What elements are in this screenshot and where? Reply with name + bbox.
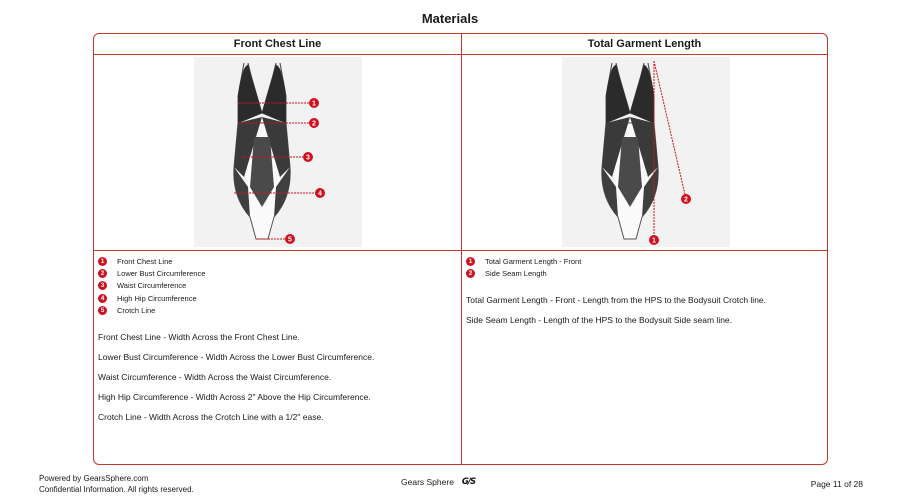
front-sketch-area <box>94 55 461 251</box>
marker-badge: 1 <box>466 257 475 266</box>
legend-item <box>98 255 461 267</box>
svg-text:5: 5 <box>288 236 292 244</box>
legend-front <box>94 251 461 316</box>
descriptions-front <box>94 327 461 427</box>
column-heading-total-garment-length: Total Garment Length <box>462 34 827 55</box>
description-line: Crotch Line - Width Across the Crotch Line with a 1/2" ease. <box>98 412 324 423</box>
legend-item <box>98 267 461 279</box>
page-number: Page 11 of 28 <box>810 479 863 489</box>
description-line: Total Garment Length - Front - Length from the HPS to the Bodysuit Crotch line. <box>466 294 767 305</box>
column-heading-front-chest-line: Front Chest Line <box>94 34 461 55</box>
materials-table <box>93 33 828 465</box>
description-line: Waist Circumference - Width Across the Waist Circumference. <box>98 372 332 383</box>
gears-sphere-logo: G/S <box>461 477 476 487</box>
legend-label: Front Chest Line <box>117 256 173 266</box>
marker-badge: 5 <box>98 306 107 315</box>
description-line: High Hip Circumference - Width Across 2" Above the Hip Circumference. <box>98 392 371 403</box>
description-line: Side Seam Length - Length of the HPS to the Bodysuit Side seam line. <box>466 314 733 325</box>
total-garment-length-column <box>462 34 827 464</box>
svg-text:3: 3 <box>306 154 310 162</box>
page-title: Materials <box>421 11 479 26</box>
footer-left <box>39 474 194 495</box>
legend-item <box>466 267 827 279</box>
legend-label: High Hip Circumference <box>117 293 197 303</box>
svg-text:4: 4 <box>318 190 322 198</box>
marker-badge: 4 <box>98 294 107 303</box>
descriptions-length <box>462 290 827 330</box>
description-line: Lower Bust Circumference - Width Across the Lower Bust Circumference. <box>98 352 375 363</box>
legend-item <box>98 280 461 292</box>
legend-item <box>98 292 461 304</box>
svg-text:1: 1 <box>652 237 656 245</box>
legend-label: Waist Circumference <box>117 281 187 291</box>
bodysuit-length-sketch <box>562 57 730 247</box>
svg-text:2: 2 <box>312 120 316 128</box>
footer-brand <box>401 477 475 487</box>
bodysuit-front-sketch <box>194 57 362 247</box>
legend-item <box>98 304 461 316</box>
length-sketch-area <box>462 55 827 251</box>
legend-item <box>466 255 827 267</box>
legend-label: Total Garment Length - Front <box>485 256 582 266</box>
marker-badge: 3 <box>98 281 107 290</box>
marker-badge: 1 <box>98 257 107 266</box>
svg-text:2: 2 <box>684 196 688 204</box>
legend-label: Crotch Line <box>117 305 156 315</box>
marker-badge: 2 <box>98 269 107 278</box>
legend-length <box>462 251 827 280</box>
svg-text:1: 1 <box>312 100 316 108</box>
powered-by-text: Powered by GearsSphere.com <box>39 474 149 483</box>
confidential-text: Confidential Information. All rights reserved. <box>39 484 194 494</box>
front-chest-line-column <box>94 34 462 464</box>
brand-name: Gears Sphere <box>401 477 454 487</box>
marker-badge: 2 <box>466 269 475 278</box>
description-line: Front Chest Line - Width Across the Front Chest Line. <box>98 332 300 343</box>
legend-label: Side Seam Length <box>485 268 547 278</box>
legend-label: Lower Bust Circumference <box>117 268 206 278</box>
